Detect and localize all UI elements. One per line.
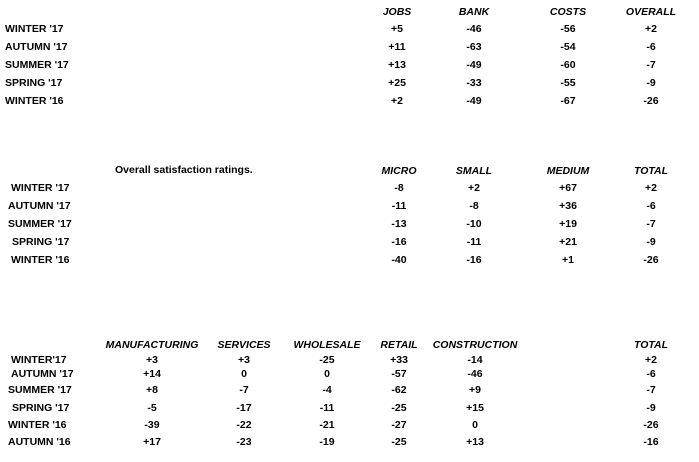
row-label: SPRING '17: [12, 236, 70, 248]
table-cell: -16: [391, 236, 407, 248]
column-header: JOBS: [382, 6, 412, 18]
row-label: SUMMER '17: [5, 59, 69, 71]
column-header: SERVICES: [217, 339, 271, 351]
table-cell: +15: [466, 402, 484, 414]
column-header: RETAIL: [380, 339, 418, 351]
table-cell: -54: [560, 41, 576, 53]
table-cell: -6: [646, 200, 656, 212]
table-cell: +11: [388, 41, 406, 53]
column-header: TOTAL: [633, 339, 669, 351]
table-cell: +1: [562, 254, 574, 266]
table-cell: 0: [241, 368, 247, 380]
row-label: SUMMER '17: [8, 384, 72, 396]
table-cell: -9: [646, 236, 656, 248]
table-cell: -7: [646, 59, 656, 71]
table-cell: -5: [147, 402, 157, 414]
table-cell: -60: [560, 59, 576, 71]
table-cell: -33: [466, 77, 482, 89]
table-cell: +13: [388, 59, 406, 71]
table-cell: -13: [391, 218, 407, 230]
table-cell: -39: [144, 419, 160, 431]
table-cell: -6: [646, 41, 656, 53]
column-header: BANK: [458, 6, 490, 18]
table-cell: -11: [466, 236, 482, 248]
table-cell: -19: [319, 436, 335, 448]
table-cell: -7: [646, 384, 656, 396]
table-cell: +2: [468, 182, 480, 194]
table-cell: -67: [560, 95, 576, 107]
table-cell: +21: [559, 236, 577, 248]
table-cell: -14: [467, 354, 483, 366]
table-cell: -11: [391, 200, 407, 212]
table-cell: +33: [390, 354, 408, 366]
table-cell: +13: [466, 436, 484, 448]
column-header: MANUFACTURING: [105, 339, 199, 351]
table-cell: +67: [559, 182, 577, 194]
row-label: WINTER '17: [11, 182, 70, 194]
table-cell: +2: [645, 354, 657, 366]
table-cell: +25: [388, 77, 406, 89]
row-label: SPRING '17: [12, 402, 70, 414]
table-cell: -40: [391, 254, 407, 266]
row-label: AUTUMN '17: [5, 41, 68, 53]
table-cell: -49: [466, 95, 482, 107]
column-header: SMALL: [455, 165, 493, 177]
row-label: WINTER '16: [5, 95, 64, 107]
row-label: SUMMER '17: [8, 218, 72, 230]
table-cell: -62: [391, 384, 407, 396]
row-label: WINTER'17: [11, 354, 67, 366]
table-cell: -8: [394, 182, 404, 194]
table-cell: -63: [466, 41, 482, 53]
table-cell: -8: [469, 200, 479, 212]
table-cell: +9: [469, 384, 481, 396]
row-label: WINTER '17: [5, 23, 64, 35]
table-cell: -55: [560, 77, 576, 89]
table-cell: -9: [646, 402, 656, 414]
table-cell: -56: [560, 23, 576, 35]
table-cell: +17: [143, 436, 161, 448]
table-cell: +14: [143, 368, 161, 380]
table-cell: -17: [236, 402, 252, 414]
row-label: AUTUMN '17: [11, 368, 74, 380]
table-cell: +19: [559, 218, 577, 230]
row-label: SPRING '17: [5, 77, 63, 89]
table-cell: -16: [466, 254, 482, 266]
table-cell: -25: [391, 436, 407, 448]
column-header: WHOLESALE: [293, 339, 361, 351]
table-cell: -27: [391, 419, 407, 431]
table-cell: -57: [391, 368, 407, 380]
table-cell: -6: [646, 368, 656, 380]
table-cell: -22: [236, 419, 252, 431]
table-cell: -4: [322, 384, 332, 396]
table-cell: -46: [467, 368, 483, 380]
table-cell: -26: [643, 419, 659, 431]
row-label: AUTUMN '17: [8, 200, 71, 212]
table-cell: 0: [324, 368, 330, 380]
column-header: OVERALL: [625, 6, 677, 18]
table-cell: -46: [466, 23, 482, 35]
table-title: Overall satisfaction ratings.: [115, 164, 253, 176]
table-cell: -49: [466, 59, 482, 71]
table-cell: -10: [466, 218, 482, 230]
table-cell: +2: [645, 23, 657, 35]
table-cell: -23: [236, 436, 252, 448]
table-cell: -7: [239, 384, 249, 396]
column-header: TOTAL: [633, 165, 669, 177]
table-cell: -7: [646, 218, 656, 230]
table-cell: -25: [391, 402, 407, 414]
table-cell: +3: [146, 354, 158, 366]
column-header: CONSTRUCTION: [432, 339, 518, 351]
table-cell: -26: [643, 254, 659, 266]
column-header: COSTS: [549, 6, 587, 18]
row-label: AUTUMN '16: [8, 436, 71, 448]
table-cell: +8: [146, 384, 158, 396]
table-cell: -11: [319, 402, 335, 414]
table-cell: -21: [319, 419, 335, 431]
column-header: MICRO: [381, 165, 417, 177]
table-cell: -26: [643, 95, 659, 107]
table-cell: +36: [559, 200, 577, 212]
row-label: WINTER '16: [11, 254, 70, 266]
table-cell: +2: [391, 95, 403, 107]
column-header: MEDIUM: [546, 165, 590, 177]
table-cell: -16: [643, 436, 659, 448]
table-cell: +2: [645, 182, 657, 194]
table-cell: 0: [472, 419, 478, 431]
table-cell: +5: [391, 23, 403, 35]
table-cell: -25: [319, 354, 335, 366]
table-cell: +3: [238, 354, 250, 366]
table-cell: -9: [646, 77, 656, 89]
row-label: WINTER '16: [8, 419, 67, 431]
